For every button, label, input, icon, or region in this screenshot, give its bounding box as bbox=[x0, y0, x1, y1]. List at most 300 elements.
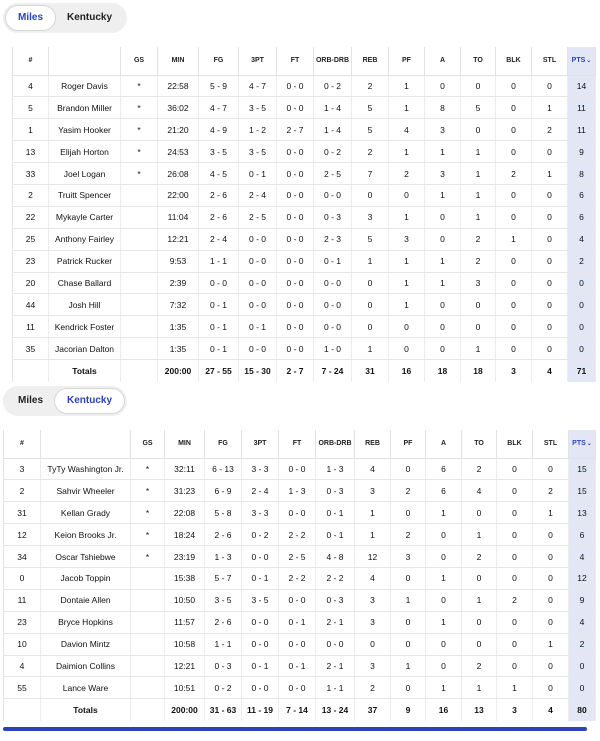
total-free-throws: 2 - 7 bbox=[277, 360, 314, 382]
column-header-label: FT bbox=[292, 440, 302, 448]
team-tab-miles[interactable]: Miles bbox=[6, 6, 55, 30]
cell-jersey: 23 bbox=[4, 611, 41, 633]
cell-assists: 1 bbox=[426, 611, 462, 633]
cell-blocks: 0 bbox=[496, 141, 532, 163]
total-turnovers: 13 bbox=[462, 699, 497, 721]
cell-rebounds-split: 0 - 0 bbox=[314, 294, 352, 316]
cell-minutes: 26:08 bbox=[158, 163, 199, 185]
cell-minutes: 10:51 bbox=[165, 677, 205, 699]
cell-player-name[interactable]: Davion Mintz bbox=[41, 633, 131, 655]
cell-points: 9 bbox=[569, 589, 596, 611]
cell-points: 0 bbox=[568, 316, 596, 338]
cell-jersey: 11 bbox=[4, 589, 41, 611]
cell-player-name[interactable]: Yasim Hooker bbox=[49, 119, 121, 141]
cell-field-goals: 6 - 9 bbox=[205, 480, 242, 502]
cell-free-throws: 0 - 0 bbox=[277, 75, 314, 97]
column-header-label: # bbox=[20, 440, 24, 448]
total-rebounds-split: 13 - 24 bbox=[316, 699, 355, 721]
cell-field-goals: 4 - 5 bbox=[199, 163, 239, 185]
cell-player-name[interactable]: Mykayle Carter bbox=[49, 206, 121, 228]
cell-jersey: 13 bbox=[13, 141, 49, 163]
cell-points: 6 bbox=[568, 184, 596, 206]
cell-turnovers: 1 bbox=[462, 524, 497, 546]
cell-field-goals: 5 - 9 bbox=[199, 75, 239, 97]
column-header-field-goals[interactable] bbox=[199, 47, 239, 75]
total-steals: 4 bbox=[532, 360, 568, 382]
cell-rebounds: 2 bbox=[352, 141, 389, 163]
cell-player-name[interactable]: Kellan Grady bbox=[41, 502, 131, 524]
cell-player-name[interactable]: Daimion Collins bbox=[41, 655, 131, 677]
cell-free-throws: 0 - 1 bbox=[279, 655, 316, 677]
cell-steals: 1 bbox=[533, 633, 569, 655]
table-row bbox=[13, 250, 596, 272]
column-header-label: REB bbox=[362, 57, 378, 65]
cell-player-name[interactable]: Jacorian Dalton bbox=[49, 338, 121, 360]
column-header-games-started[interactable] bbox=[121, 47, 158, 75]
column-header-label: 3PT bbox=[251, 57, 264, 65]
cell-free-throws: 0 - 0 bbox=[277, 184, 314, 206]
cell-free-throws: 0 - 0 bbox=[277, 206, 314, 228]
cell-three-pointers: 2 - 4 bbox=[239, 184, 277, 206]
column-header-label: PTS bbox=[572, 440, 586, 448]
table-row bbox=[13, 272, 596, 294]
chevron-down-icon: ⌄ bbox=[586, 58, 592, 65]
cell-player-name[interactable]: Dontaie Allen bbox=[41, 589, 131, 611]
column-header-player-name[interactable] bbox=[49, 47, 121, 75]
cell-free-throws: 0 - 0 bbox=[279, 677, 316, 699]
column-header-minutes[interactable] bbox=[158, 47, 199, 75]
cell-free-throws: 0 - 0 bbox=[279, 633, 316, 655]
cell-free-throws: 0 - 0 bbox=[277, 272, 314, 294]
cell-jersey: 33 bbox=[13, 163, 49, 185]
cell-rebounds: 1 bbox=[352, 250, 389, 272]
cell-assists: 0 bbox=[425, 206, 461, 228]
cell-rebounds-split: 0 - 3 bbox=[316, 589, 355, 611]
column-header-games-started[interactable] bbox=[131, 430, 165, 458]
cell-player-name[interactable]: TyTy Washington Jr. bbox=[41, 458, 131, 480]
table-header-row bbox=[13, 47, 596, 75]
cell-jersey: 1 bbox=[13, 119, 49, 141]
cell-points: 2 bbox=[568, 250, 596, 272]
cell-points: 4 bbox=[568, 228, 596, 250]
cell-points: 12 bbox=[569, 567, 596, 589]
cell-three-pointers: 3 - 5 bbox=[239, 97, 277, 119]
cell-field-goals: 1 - 3 bbox=[205, 546, 242, 568]
cell-minutes: 12:21 bbox=[158, 228, 199, 250]
cell-games-started: * bbox=[131, 502, 165, 524]
cell-fouls: 1 bbox=[389, 206, 425, 228]
cell-free-throws: 0 - 0 bbox=[277, 228, 314, 250]
column-header-jersey[interactable] bbox=[4, 430, 41, 458]
cell-jersey: 12 bbox=[4, 524, 41, 546]
column-header-jersey[interactable] bbox=[13, 47, 49, 75]
cell-player-name[interactable]: Oscar Tshiebwe bbox=[41, 546, 131, 568]
cell-jersey: 2 bbox=[4, 480, 41, 502]
cell-player-name[interactable]: Sahvir Wheeler bbox=[41, 480, 131, 502]
cell-steals: 2 bbox=[533, 480, 569, 502]
column-header-fouls[interactable] bbox=[389, 47, 425, 75]
cell-jersey: 11 bbox=[13, 316, 49, 338]
cell-field-goals: 0 - 1 bbox=[199, 338, 239, 360]
cell-field-goals: 1 - 1 bbox=[199, 250, 239, 272]
table-row bbox=[4, 567, 596, 589]
team-tab-kentucky[interactable]: Kentucky bbox=[55, 389, 124, 413]
column-header-steals[interactable] bbox=[533, 430, 569, 458]
column-header-assists[interactable] bbox=[426, 430, 462, 458]
cell-fouls: 0 bbox=[389, 338, 425, 360]
cell-fouls: 0 bbox=[391, 502, 426, 524]
cell-assists: 0 bbox=[426, 546, 462, 568]
total-player-name: Totals bbox=[41, 699, 131, 721]
cell-turnovers: 1 bbox=[461, 141, 496, 163]
table-row bbox=[13, 75, 596, 97]
cell-turnovers: 0 bbox=[461, 316, 496, 338]
cell-blocks: 0 bbox=[496, 316, 532, 338]
cell-blocks: 2 bbox=[497, 589, 533, 611]
cell-turnovers: 3 bbox=[461, 272, 496, 294]
cell-rebounds: 4 bbox=[355, 567, 391, 589]
cell-assists: 0 bbox=[425, 228, 461, 250]
cell-free-throws: 0 - 0 bbox=[277, 338, 314, 360]
cell-assists: 0 bbox=[425, 75, 461, 97]
cell-fouls: 1 bbox=[389, 141, 425, 163]
cell-blocks: 0 bbox=[497, 655, 533, 677]
cell-free-throws: 2 - 5 bbox=[279, 546, 316, 568]
cell-games-started bbox=[131, 611, 165, 633]
table-row bbox=[4, 458, 596, 480]
cell-minutes: 2:39 bbox=[158, 272, 199, 294]
cell-rebounds-split: 1 - 4 bbox=[314, 119, 352, 141]
cell-free-throws: 0 - 1 bbox=[279, 611, 316, 633]
cell-rebounds: 2 bbox=[355, 677, 391, 699]
cell-player-name[interactable]: Josh Hill bbox=[49, 294, 121, 316]
cell-rebounds-split: 2 - 3 bbox=[314, 228, 352, 250]
total-field-goals: 31 - 63 bbox=[205, 699, 242, 721]
team-toggle-bottom bbox=[3, 386, 127, 416]
cell-rebounds: 7 bbox=[352, 163, 389, 185]
cell-rebounds-split: 1 - 3 bbox=[316, 458, 355, 480]
box-score-table-miles bbox=[12, 47, 596, 382]
cell-turnovers: 2 bbox=[462, 458, 497, 480]
cell-games-started bbox=[121, 250, 158, 272]
cell-minutes: 15:38 bbox=[165, 567, 205, 589]
cell-three-pointers: 3 - 3 bbox=[242, 502, 279, 524]
total-blocks: 3 bbox=[497, 699, 533, 721]
cell-minutes: 11:57 bbox=[165, 611, 205, 633]
cell-three-pointers: 0 - 1 bbox=[242, 655, 279, 677]
column-header-free-throws[interactable] bbox=[277, 47, 314, 75]
cell-minutes: 12:21 bbox=[165, 655, 205, 677]
total-assists: 16 bbox=[426, 699, 462, 721]
cell-blocks: 0 bbox=[497, 502, 533, 524]
team-toggle-top bbox=[3, 3, 127, 33]
cell-steals: 2 bbox=[532, 119, 568, 141]
total-field-goals: 27 - 55 bbox=[199, 360, 239, 382]
column-header-player-name[interactable] bbox=[41, 430, 131, 458]
column-header-turnovers[interactable] bbox=[462, 430, 497, 458]
cell-steals: 1 bbox=[532, 163, 568, 185]
cell-rebounds: 0 bbox=[352, 294, 389, 316]
team-tab-kentucky[interactable]: Kentucky bbox=[67, 12, 113, 23]
cell-games-started: * bbox=[131, 524, 165, 546]
cell-player-name[interactable]: Joel Logan bbox=[49, 163, 121, 185]
column-header-rebounds[interactable] bbox=[352, 47, 389, 75]
table-row bbox=[13, 141, 596, 163]
total-rebounds: 31 bbox=[352, 360, 389, 382]
cell-turnovers: 1 bbox=[461, 163, 496, 185]
cell-free-throws: 0 - 0 bbox=[277, 141, 314, 163]
column-header-rebounds[interactable] bbox=[355, 430, 391, 458]
cell-free-throws: 2 - 2 bbox=[279, 567, 316, 589]
cell-minutes: 10:50 bbox=[165, 589, 205, 611]
cell-assists: 8 bbox=[425, 97, 461, 119]
cell-assists: 1 bbox=[425, 141, 461, 163]
table-row bbox=[4, 502, 596, 524]
cell-points: 6 bbox=[569, 524, 596, 546]
cell-games-started: * bbox=[131, 546, 165, 568]
total-free-throws: 7 - 14 bbox=[279, 699, 316, 721]
cell-fouls: 0 bbox=[391, 458, 426, 480]
cell-three-pointers: 0 - 0 bbox=[242, 546, 279, 568]
cell-turnovers: 0 bbox=[461, 294, 496, 316]
cell-field-goals: 0 - 2 bbox=[205, 677, 242, 699]
table-row bbox=[4, 633, 596, 655]
cell-games-started bbox=[131, 633, 165, 655]
cell-minutes: 23:19 bbox=[165, 546, 205, 568]
cell-jersey: 25 bbox=[13, 228, 49, 250]
cell-blocks: 0 bbox=[497, 458, 533, 480]
column-header-rebounds-split[interactable] bbox=[316, 430, 355, 458]
cell-free-throws: 0 - 0 bbox=[279, 589, 316, 611]
cell-steals: 0 bbox=[532, 141, 568, 163]
cell-steals: 0 bbox=[533, 524, 569, 546]
cell-jersey: 4 bbox=[4, 655, 41, 677]
column-header-steals[interactable] bbox=[532, 47, 568, 75]
cell-field-goals: 2 - 6 bbox=[205, 524, 242, 546]
cell-jersey: 44 bbox=[13, 294, 49, 316]
total-three-pointers: 11 - 19 bbox=[242, 699, 279, 721]
cell-games-started bbox=[131, 567, 165, 589]
cell-player-name[interactable]: Lance Ware bbox=[41, 677, 131, 699]
column-header-three-pointers[interactable] bbox=[242, 430, 279, 458]
cell-minutes: 32:11 bbox=[165, 458, 205, 480]
cell-rebounds-split: 0 - 0 bbox=[316, 633, 355, 655]
cell-player-name[interactable]: Chase Ballard bbox=[49, 272, 121, 294]
totals-row bbox=[13, 360, 596, 382]
cell-turnovers: 2 bbox=[462, 655, 497, 677]
cell-steals: 0 bbox=[532, 184, 568, 206]
cell-rebounds-split: 0 - 3 bbox=[316, 480, 355, 502]
cell-three-pointers: 3 - 3 bbox=[242, 458, 279, 480]
cell-jersey: 0 bbox=[4, 567, 41, 589]
cell-fouls: 3 bbox=[391, 546, 426, 568]
cell-fouls: 1 bbox=[389, 294, 425, 316]
cell-turnovers: 0 bbox=[462, 611, 497, 633]
cell-free-throws: 0 - 0 bbox=[279, 502, 316, 524]
column-header-free-throws[interactable] bbox=[279, 430, 316, 458]
column-header-minutes[interactable] bbox=[165, 430, 205, 458]
cell-free-throws: 0 - 0 bbox=[277, 294, 314, 316]
column-header-blocks[interactable] bbox=[497, 430, 533, 458]
cell-turnovers: 0 bbox=[462, 502, 497, 524]
cell-points: 4 bbox=[569, 546, 596, 568]
total-turnovers: 18 bbox=[461, 360, 496, 382]
column-header-fouls[interactable] bbox=[391, 430, 426, 458]
cell-games-started: * bbox=[121, 119, 158, 141]
column-header-label: FG bbox=[218, 440, 228, 448]
table-row bbox=[13, 338, 596, 360]
cell-free-throws: 0 - 0 bbox=[277, 97, 314, 119]
cell-assists: 0 bbox=[425, 338, 461, 360]
column-header-blocks[interactable] bbox=[496, 47, 532, 75]
cell-blocks: 0 bbox=[497, 611, 533, 633]
team-tab-miles[interactable]: Miles bbox=[18, 395, 44, 406]
cell-rebounds: 1 bbox=[355, 524, 391, 546]
column-header-label: GS bbox=[142, 440, 153, 448]
cell-player-name[interactable]: Keion Brooks Jr. bbox=[41, 524, 131, 546]
cell-player-name[interactable]: Roger Davis bbox=[49, 75, 121, 97]
cell-field-goals: 0 - 1 bbox=[199, 294, 239, 316]
column-header-label: A bbox=[439, 57, 446, 65]
cell-player-name[interactable]: Anthony Fairley bbox=[49, 228, 121, 250]
cell-rebounds: 3 bbox=[355, 655, 391, 677]
cell-rebounds-split: 0 - 0 bbox=[314, 184, 352, 206]
cell-steals: 0 bbox=[533, 611, 569, 633]
table-row bbox=[4, 655, 596, 677]
cell-blocks: 1 bbox=[496, 228, 532, 250]
cell-player-name[interactable]: Jacob Toppin bbox=[41, 567, 131, 589]
cell-turnovers: 1 bbox=[461, 184, 496, 206]
cell-three-pointers: 0 - 0 bbox=[242, 611, 279, 633]
table-row bbox=[13, 184, 596, 206]
cell-games-started bbox=[131, 589, 165, 611]
cell-three-pointers: 3 - 5 bbox=[239, 141, 277, 163]
cell-player-name[interactable]: Kendrick Foster bbox=[49, 316, 121, 338]
cell-games-started: * bbox=[131, 458, 165, 480]
cell-steals: 0 bbox=[533, 458, 569, 480]
cell-games-started: * bbox=[121, 75, 158, 97]
cell-minutes: 1:35 bbox=[158, 316, 199, 338]
column-header-points[interactable] bbox=[569, 430, 596, 458]
cell-rebounds: 5 bbox=[352, 119, 389, 141]
cell-points: 9 bbox=[568, 141, 596, 163]
horizontal-scrollbar[interactable] bbox=[3, 727, 587, 731]
column-header-three-pointers[interactable] bbox=[239, 47, 277, 75]
chevron-down-icon: ⌄ bbox=[586, 441, 592, 448]
cell-jersey: 5 bbox=[13, 97, 49, 119]
table-row bbox=[4, 524, 596, 546]
cell-player-name[interactable]: Truitt Spencer bbox=[49, 184, 121, 206]
total-points: 71 bbox=[568, 360, 596, 382]
cell-rebounds: 3 bbox=[355, 589, 391, 611]
cell-fouls: 1 bbox=[389, 97, 425, 119]
cell-field-goals: 3 - 5 bbox=[205, 589, 242, 611]
cell-steals: 0 bbox=[533, 677, 569, 699]
cell-blocks: 0 bbox=[496, 206, 532, 228]
column-header-label: MIN bbox=[171, 57, 185, 65]
table-row bbox=[13, 163, 596, 185]
cell-points: 0 bbox=[568, 272, 596, 294]
cell-free-throws: 0 - 0 bbox=[279, 458, 316, 480]
cell-fouls: 1 bbox=[389, 250, 425, 272]
column-header-label: TO bbox=[473, 57, 483, 65]
cell-turnovers: 0 bbox=[462, 633, 497, 655]
column-header-label: FT bbox=[290, 57, 300, 65]
column-header-points[interactable] bbox=[568, 47, 596, 75]
total-blocks: 3 bbox=[496, 360, 532, 382]
cell-turnovers: 5 bbox=[461, 97, 496, 119]
cell-steals: 0 bbox=[532, 206, 568, 228]
table-row bbox=[13, 228, 596, 250]
total-rebounds-split: 7 - 24 bbox=[314, 360, 352, 382]
cell-turnovers: 1 bbox=[461, 206, 496, 228]
cell-rebounds-split: 1 - 4 bbox=[314, 97, 352, 119]
cell-assists: 1 bbox=[426, 567, 462, 589]
cell-points: 0 bbox=[568, 294, 596, 316]
total-assists: 18 bbox=[425, 360, 461, 382]
cell-turnovers: 0 bbox=[462, 567, 497, 589]
cell-assists: 0 bbox=[425, 316, 461, 338]
column-header-turnovers[interactable] bbox=[461, 47, 496, 75]
cell-blocks: 0 bbox=[497, 546, 533, 568]
cell-rebounds-split: 2 - 5 bbox=[314, 163, 352, 185]
column-header-label: GS bbox=[133, 57, 145, 65]
cell-player-name[interactable]: Patrick Rucker bbox=[49, 250, 121, 272]
cell-rebounds-split: 0 - 2 bbox=[314, 75, 352, 97]
cell-points: 6 bbox=[568, 206, 596, 228]
cell-player-name[interactable]: Bryce Hopkins bbox=[41, 611, 131, 633]
cell-fouls: 1 bbox=[391, 655, 426, 677]
cell-games-started: * bbox=[121, 141, 158, 163]
cell-rebounds-split: 4 - 8 bbox=[316, 546, 355, 568]
cell-three-pointers: 4 - 7 bbox=[239, 75, 277, 97]
column-header-label: BLK bbox=[506, 57, 521, 65]
cell-blocks: 0 bbox=[496, 272, 532, 294]
cell-jersey: 31 bbox=[4, 502, 41, 524]
cell-rebounds-split: 0 - 1 bbox=[314, 250, 352, 272]
cell-jersey: 10 bbox=[4, 633, 41, 655]
cell-fouls: 4 bbox=[389, 119, 425, 141]
cell-field-goals: 2 - 6 bbox=[199, 206, 239, 228]
cell-assists: 1 bbox=[425, 184, 461, 206]
cell-blocks: 0 bbox=[496, 184, 532, 206]
cell-field-goals: 4 - 7 bbox=[199, 97, 239, 119]
cell-rebounds: 4 bbox=[355, 458, 391, 480]
cell-games-started: * bbox=[121, 97, 158, 119]
cell-games-started bbox=[121, 184, 158, 206]
cell-three-pointers: 0 - 0 bbox=[239, 338, 277, 360]
cell-three-pointers: 2 - 4 bbox=[242, 480, 279, 502]
column-header-assists[interactable] bbox=[425, 47, 461, 75]
cell-minutes: 18:24 bbox=[165, 524, 205, 546]
cell-player-name[interactable]: Elijah Horton bbox=[49, 141, 121, 163]
cell-steals: 0 bbox=[532, 294, 568, 316]
cell-assists: 0 bbox=[425, 294, 461, 316]
cell-field-goals: 6 - 13 bbox=[205, 458, 242, 480]
cell-minutes: 22:58 bbox=[158, 75, 199, 97]
cell-free-throws: 1 - 3 bbox=[279, 480, 316, 502]
cell-rebounds: 0 bbox=[352, 316, 389, 338]
column-header-label: PF bbox=[403, 440, 413, 448]
column-header-rebounds-split[interactable] bbox=[314, 47, 352, 75]
cell-player-name[interactable]: Brandon Miller bbox=[49, 97, 121, 119]
cell-free-throws: 0 - 0 bbox=[277, 250, 314, 272]
cell-fouls: 0 bbox=[389, 316, 425, 338]
column-header-field-goals[interactable] bbox=[205, 430, 242, 458]
cell-three-pointers: 0 - 2 bbox=[242, 524, 279, 546]
cell-three-pointers: 3 - 5 bbox=[242, 589, 279, 611]
cell-jersey: 22 bbox=[13, 206, 49, 228]
